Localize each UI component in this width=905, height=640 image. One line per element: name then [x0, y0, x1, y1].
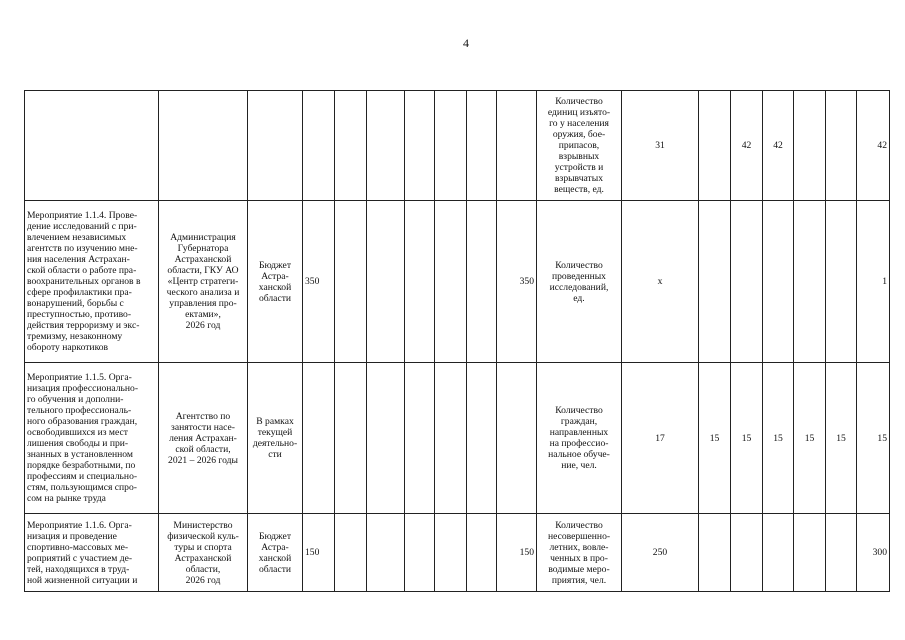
funding-2021-cell — [335, 363, 367, 514]
indicator-cell: Количество граждан, направленных на профессио- нальное обуче- ние, чел. — [537, 363, 622, 514]
executor-cell: Администрация Губернатора Астраханской области, ГКУ АО «Центр стратеги- ческого анализа и управления про- ектами», 2026 год — [159, 201, 248, 363]
funding-2024-cell — [435, 363, 467, 514]
funding-2024-cell — [435, 91, 467, 201]
indicator-2024-cell — [794, 514, 826, 592]
indicator-2025-cell: 15 — [826, 363, 857, 514]
event-cell: Мероприятие 1.1.4. Прове- дение исследований с при- влечением независимых агентств по изучению мне- ния населения Астрахан- ской области о работе пра- воохранительных органов в сфере профилактики пра- вонарушений, борьбы с преступностью, противо- действия терроризму и экс- тремизму, незаконному обороту наркотиков — [25, 201, 159, 363]
funding-2022-cell — [367, 91, 405, 201]
funding-2025-cell — [467, 91, 497, 201]
indicator-cell: Количество единиц изъято- го у населения оружия, бое- припасов, взрывных устройств и взрывчатых веществ, ед. — [537, 91, 622, 201]
funding-2024-cell — [435, 514, 467, 592]
executor-cell — [159, 91, 248, 201]
event-cell — [25, 91, 159, 201]
indicator-2026-cell: 1 — [857, 201, 890, 363]
indicator-base-cell: х — [622, 201, 699, 363]
indicator-2026-cell: 300 — [857, 514, 890, 592]
indicator-2022-cell — [731, 201, 763, 363]
table-row — [25, 514, 890, 592]
event-cell: Мероприятие 1.1.5. Орга- низация профессионально- го обучения и дополни- тельного профессиональ- ного образования граждан, освободившихся из мест лишения свободы и при- знанных в установленном порядке безработными, по профессиям и специально- стям, пользующимся спро- сом на рынке труда — [25, 363, 159, 514]
funding-2026-cell: 150 — [497, 514, 537, 592]
funding-2025-cell — [467, 514, 497, 592]
indicator-2024-cell: 15 — [794, 363, 826, 514]
indicator-base-cell: 250 — [622, 514, 699, 592]
indicator-2025-cell — [826, 201, 857, 363]
indicator-2023-cell: 42 — [763, 91, 794, 201]
funding-2026-cell — [497, 91, 537, 201]
funding-2025-cell — [467, 201, 497, 363]
funding-2024-cell — [435, 201, 467, 363]
funding-total-cell: 150 — [303, 514, 335, 592]
funding-2022-cell — [367, 514, 405, 592]
funding-2023-cell — [405, 201, 435, 363]
funding-2026-cell: 350 — [497, 201, 537, 363]
funding-source-cell: Бюджет Астра- ханской области — [248, 514, 303, 592]
indicator-2021-cell — [699, 91, 731, 201]
funding-total-cell — [303, 91, 335, 201]
indicator-base-cell: 31 — [622, 91, 699, 201]
funding-2023-cell — [405, 363, 435, 514]
funding-2026-cell — [497, 363, 537, 514]
funding-2022-cell — [367, 363, 405, 514]
indicator-2026-cell: 42 — [857, 91, 890, 201]
indicator-2022-cell: 15 — [731, 363, 763, 514]
event-cell: Мероприятие 1.1.6. Орга- низация и проведение спортивно-массовых ме- роприятий с участием де- тей, находящихся в труд- ной жизненной ситуации и — [25, 514, 159, 592]
funding-2021-cell — [335, 201, 367, 363]
funding-2025-cell — [467, 363, 497, 514]
indicator-2023-cell — [763, 201, 794, 363]
indicator-2023-cell — [763, 514, 794, 592]
funding-2023-cell — [405, 91, 435, 201]
funding-total-cell: 350 — [303, 201, 335, 363]
indicator-cell: Количество проведенных исследований, ед. — [537, 201, 622, 363]
table-row — [25, 91, 890, 201]
funding-2022-cell — [367, 201, 405, 363]
indicator-2024-cell — [794, 91, 826, 201]
executor-cell: Министерство физической куль- туры и спорта Астраханской области, 2026 год — [159, 514, 248, 592]
table-row — [25, 363, 890, 514]
indicator-2024-cell — [794, 201, 826, 363]
funding-2021-cell — [335, 514, 367, 592]
funding-source-cell — [248, 91, 303, 201]
funding-source-cell: Бюджет Астра- ханской области — [248, 201, 303, 363]
funding-source-cell: В рамках текущей деятельно- сти — [248, 363, 303, 514]
indicator-2025-cell — [826, 514, 857, 592]
indicator-2022-cell — [731, 514, 763, 592]
indicator-base-cell: 17 — [622, 363, 699, 514]
page-number: 4 — [463, 36, 469, 50]
executor-cell: Агентство по занятости насе- ления Астрахан- ской области, 2021 – 2026 годы — [159, 363, 248, 514]
indicator-2023-cell: 15 — [763, 363, 794, 514]
funding-2023-cell — [405, 514, 435, 592]
funding-total-cell — [303, 363, 335, 514]
indicator-cell: Количество несовершенно- летних, вовле- ченных в про- водимые меро- приятия, чел. — [537, 514, 622, 592]
indicator-2021-cell — [699, 201, 731, 363]
indicator-2025-cell — [826, 91, 857, 201]
funding-2021-cell — [335, 91, 367, 201]
program-table — [24, 90, 890, 592]
table-row — [25, 201, 890, 363]
indicator-2021-cell: 15 — [699, 363, 731, 514]
indicator-2021-cell — [699, 514, 731, 592]
indicator-2022-cell: 42 — [731, 91, 763, 201]
indicator-2026-cell: 15 — [857, 363, 890, 514]
